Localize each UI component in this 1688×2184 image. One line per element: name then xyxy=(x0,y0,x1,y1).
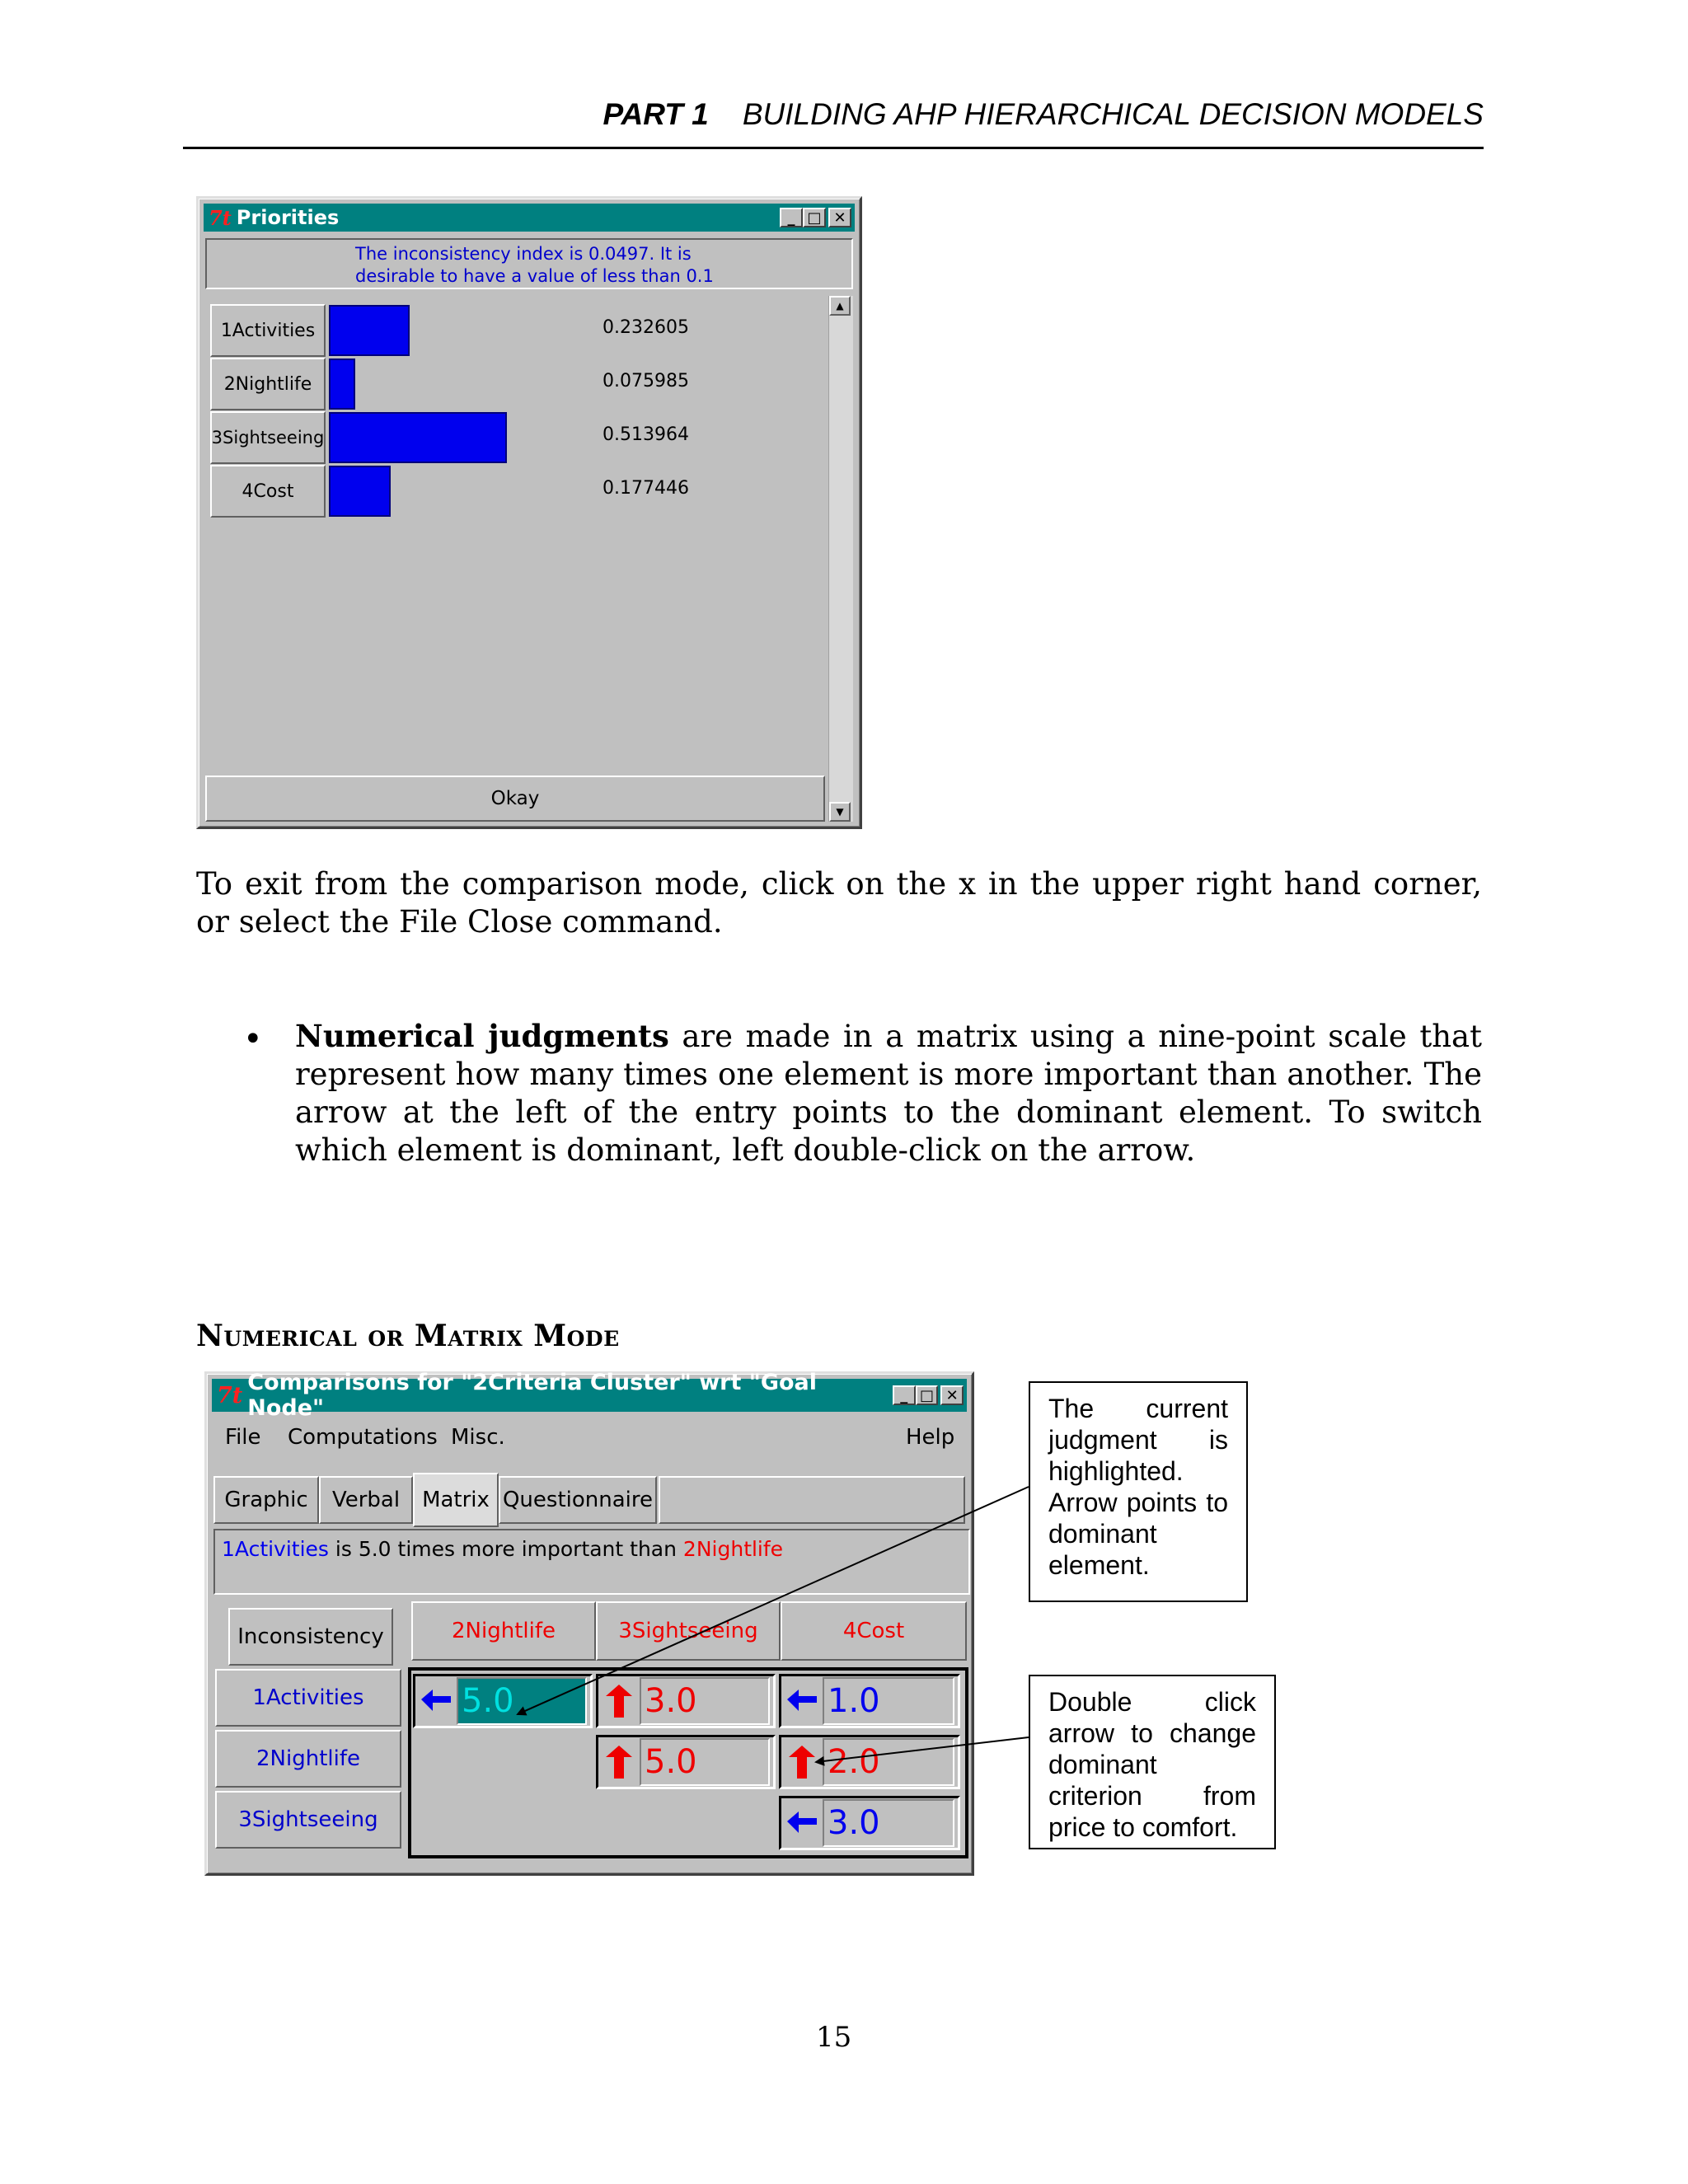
minimize-icon[interactable]: _ xyxy=(893,1385,916,1405)
judgment-value[interactable]: 2.0 xyxy=(823,1738,954,1786)
app-icon: 7t xyxy=(209,205,232,230)
priorities-title: Priorities xyxy=(236,206,340,229)
row-header-nightlife[interactable]: 2Nightlife xyxy=(215,1730,401,1788)
tab-verbal[interactable]: Verbal xyxy=(319,1476,413,1524)
priority-value-sightseeing: 0.513964 xyxy=(603,424,689,445)
column-header-nightlife[interactable]: 2Nightlife xyxy=(411,1601,596,1661)
priority-label-nightlife: 2Nightlife xyxy=(210,358,326,410)
bullet-icon: • xyxy=(243,1020,263,1058)
judgment-value[interactable]: 3.0 xyxy=(640,1677,770,1725)
close-icon[interactable]: ✕ xyxy=(940,1385,964,1405)
maximize-icon[interactable]: □ xyxy=(916,1385,939,1405)
priority-label-activities: 1Activities xyxy=(210,304,326,357)
callout-double-click: Double click arrow to change dominant criterion from price to comfort. xyxy=(1029,1675,1276,1849)
exit-instructions: To exit from the comparison mode, click on the x in the upper right hand corner, or select the File Close command. xyxy=(196,866,1482,940)
numerical-judgments-term: Numerical judgments xyxy=(295,1018,669,1054)
leader-line-current xyxy=(518,1487,1029,1714)
priority-label-sightseeing: 3Sightseeing xyxy=(210,411,326,464)
menu-misc[interactable]: Misc. xyxy=(451,1425,505,1450)
judgment-message-middle: is 5.0 times more important than xyxy=(328,1537,683,1561)
maximize-icon[interactable]: □ xyxy=(803,208,826,227)
leader-line-double-click xyxy=(816,1737,1029,1762)
judgment-value[interactable]: 5.0 xyxy=(640,1738,770,1786)
okay-button[interactable]: Okay xyxy=(205,776,825,822)
scroll-down-icon[interactable]: ▼ xyxy=(829,802,851,822)
comparisons-title: Comparisons for "2Criteria Cluster" wrt "Goal Node" xyxy=(247,1370,818,1421)
tab-matrix[interactable]: Matrix xyxy=(413,1473,499,1527)
section-heading: Numerical or Matrix Mode xyxy=(196,1319,620,1353)
judgment-value[interactable]: 3.0 xyxy=(823,1799,954,1847)
judgment-value[interactable]: 5.0 xyxy=(457,1677,587,1725)
page-number: 15 xyxy=(816,2021,852,2054)
row-header-sightseeing[interactable]: 3Sightseeing xyxy=(215,1791,401,1849)
inconsistency-message-line2: desirable to have a value of less than 0.1 xyxy=(355,266,714,286)
minimize-icon[interactable]: _ xyxy=(780,208,803,227)
priority-value-cost: 0.177446 xyxy=(603,478,689,499)
header-part: PART 1 xyxy=(603,97,709,131)
judgment-value[interactable]: 1.0 xyxy=(823,1677,954,1725)
close-icon[interactable]: ✕ xyxy=(828,208,851,227)
priority-value-activities: 0.232605 xyxy=(603,317,689,338)
header-title-text: BUILDING AHP HIERARCHICAL DECISION MODELS xyxy=(742,97,1484,131)
judgment-message-left: 1Activities xyxy=(222,1537,329,1561)
numerical-judgments-text: are made in a matrix using a nine-point scale that represent how many times one element is more important than another. The arrow at the left of the entry points to the dominant element. To switch which element is dominant, left double-click on the arrow. xyxy=(295,1019,1482,1168)
menu-computations[interactable]: Computations xyxy=(288,1425,438,1450)
inconsistency-message-line1: The inconsistency index is 0.0497. It is xyxy=(355,244,692,264)
tab-graphic[interactable]: Graphic xyxy=(213,1476,319,1524)
menu-help[interactable]: Help xyxy=(906,1425,955,1450)
column-header-cost[interactable]: 4Cost xyxy=(781,1601,967,1661)
judgment-message-right: 2Nightlife xyxy=(682,1537,784,1561)
priority-label-cost: 4Cost xyxy=(210,465,326,518)
callout-current-judgment: The current judgment is highlighted. Arrow points to dominant element. xyxy=(1029,1381,1248,1602)
column-header-sightseeing[interactable]: 3Sightseeing xyxy=(596,1601,781,1661)
menu-file[interactable]: File xyxy=(225,1425,261,1450)
app-icon: 7t xyxy=(217,1382,243,1408)
row-header-activities[interactable]: 1Activities xyxy=(215,1669,401,1727)
tab-questionnaire[interactable]: Questionnaire xyxy=(499,1476,657,1524)
priority-value-nightlife: 0.075985 xyxy=(603,371,689,391)
inconsistency-button[interactable]: Inconsistency xyxy=(228,1608,393,1666)
scroll-up-icon[interactable]: ▲ xyxy=(829,296,851,316)
